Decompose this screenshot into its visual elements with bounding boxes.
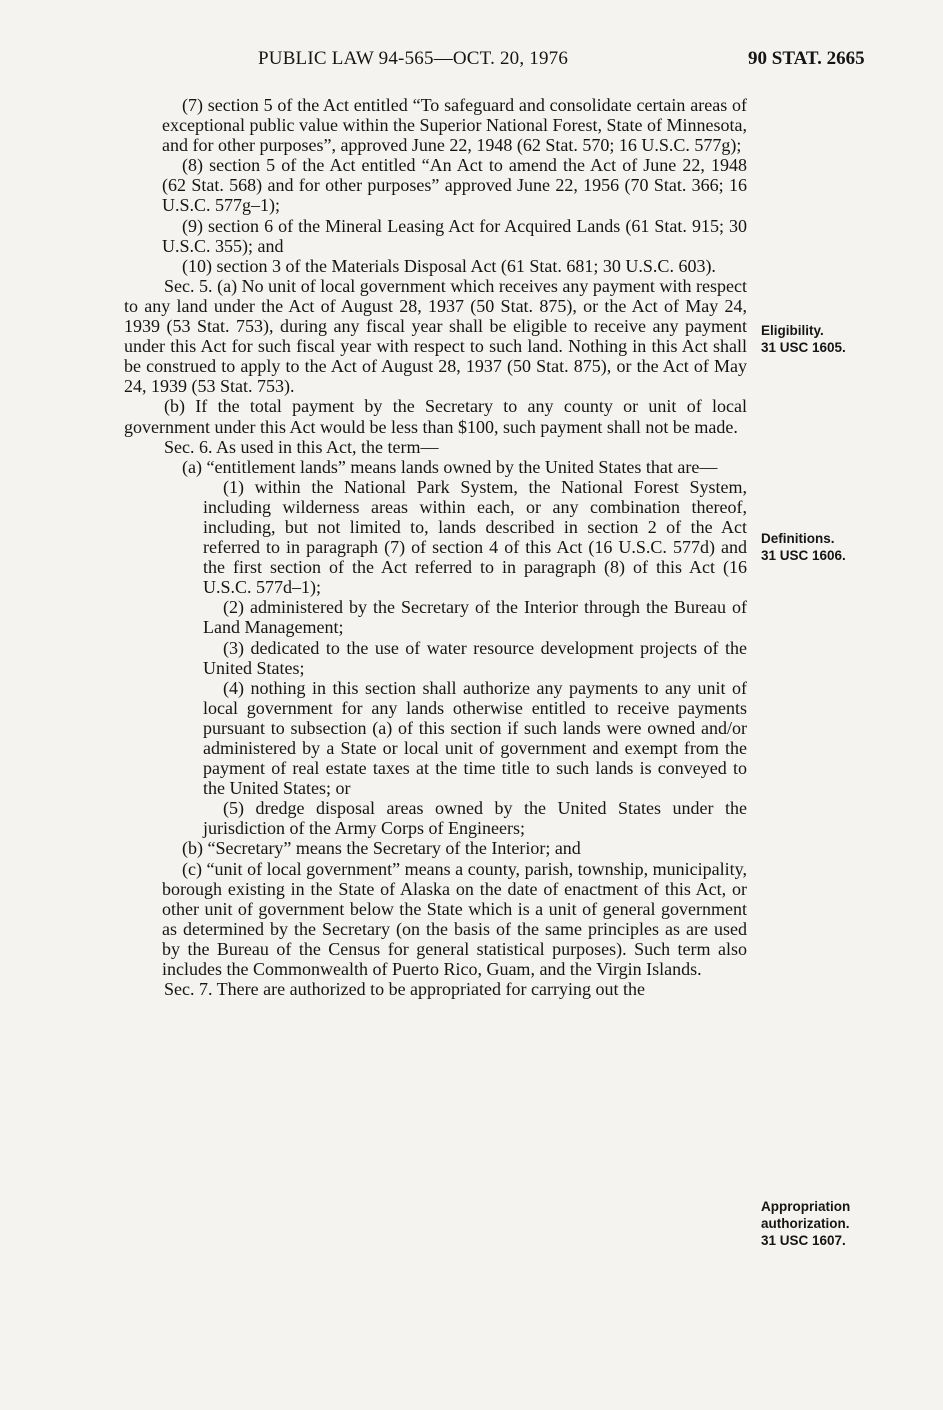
section-5-a: Sec. 5. (a) No unit of local government which receives any payment with respect to any land under the Act of August 28, 1937 (50 Stat. 875), or the Act of May 24, 1939 (53 Stat. 753), during any fiscal year shall be eligible to receive any payment under this Act for such fiscal year with respect to such land. Nothing in this Act shall be construed to apply to the Act of August 28, 1937 (50 Stat. 875), or the Act of May 24, 1939 (53 Stat. 753). <box>124 275 747 397</box>
section-6-a-3: (3) dedicated to the use of water resource development projects of the United States; <box>203 637 747 678</box>
paragraph-10: (10) section 3 of the Materials Disposal Act (61 Stat. 681; 30 U.S.C. 603). <box>182 255 716 276</box>
page-header-title: PUBLIC LAW 94-565—OCT. 20, 1976 <box>258 48 569 69</box>
margin-note-appropriation <box>761 1198 850 1249</box>
page-header-stat: 90 STAT. 2665 <box>748 48 865 69</box>
section-6-a-4: (4) nothing in this section shall authorize any payments to any unit of local government for any lands otherwise entitled to receive payments pursuant to subsection (a) of this section if such lands were owned and/or administered by a State or local unit of government and exempt from the payment of real estate taxes at the time title to such lands is conveyed to the United States; or <box>203 677 747 799</box>
section-6-c: (c) “unit of local government” means a county, parish, township, municipality, borough existing in the State of Alaska on the date of enactment of this Act, or other unit of government below the State which is a unit of general government as determined by the Secretary (on the basis of the same principles as are used by the Bureau of the Census for general statistical purposes). Such term also includes the Commonwealth of Puerto Rico, Guam, and the Virgin Islands. <box>162 858 747 980</box>
paragraph-8: (8) section 5 of the Act entitled “An Act to amend the Act of June 22, 1948 (62 Stat. 568) and for other purposes” approved June 22, 1956 (70 Stat. 366; 16 U.S.C. 577g–1); <box>162 155 747 216</box>
margin-note-label: Definitions. <box>761 531 835 546</box>
margin-note-cite: 31 USC 1607. <box>761 1233 846 1248</box>
margin-note-cite: 31 USC 1606. <box>761 548 846 563</box>
document-body <box>124 95 747 999</box>
margin-note-label: Appropriation <box>761 1199 851 1214</box>
section-6-b: (b) “Secretary” means the Secretary of the Interior; and <box>182 838 581 859</box>
paragraph-7: (7) section 5 of the Act entitled “To safeguard and consolidate certain areas of exceptional public value within the Superior National Forest, State of Minnesota, and for other purposes”, approved June 22, 1948 (62 Stat. 570; 16 U.S.C. 577g); <box>162 95 747 156</box>
margin-note-label: Eligibility. <box>761 323 824 338</box>
margin-note-cite: 31 USC 1605. <box>761 340 846 355</box>
section-6-intro: Sec. 6. As used in this Act, the term— <box>164 436 439 457</box>
margin-note-eligibility <box>761 322 846 356</box>
section-7: Sec. 7. There are authorized to be appropriated for carrying out the <box>164 979 645 1000</box>
margin-note-definitions <box>761 530 846 564</box>
section-6-a-1: (1) within the National Park System, the National Forest System, including wilderness areas within each, or any combination thereof, including, but not limited to, lands described in section 2 of the Act referred to in paragraph (7) of section 4 of this Act (16 U.S.C. 577d) and the first section of the Act referred to in paragraph (8) of this Act (16 U.S.C. 577d–1); <box>203 476 747 598</box>
section-6-a-5: (5) dredge disposal areas owned by the United States under the jurisdiction of the Army Corps of Engineers; <box>203 798 747 839</box>
section-6-a: (a) “entitlement lands” means lands owned by the United States that are— <box>182 456 718 477</box>
section-5-b: (b) If the total payment by the Secretary to any county or unit of local government under this Act would be less than $100, such payment shall not be made. <box>124 396 747 437</box>
margin-note-label-2: authorization. <box>761 1216 850 1231</box>
paragraph-9: (9) section 6 of the Mineral Leasing Act for Acquired Lands (61 Stat. 915; 30 U.S.C. 355); and <box>162 215 747 256</box>
section-6-a-2: (2) administered by the Secretary of the Interior through the Bureau of Land Management; <box>203 597 747 638</box>
